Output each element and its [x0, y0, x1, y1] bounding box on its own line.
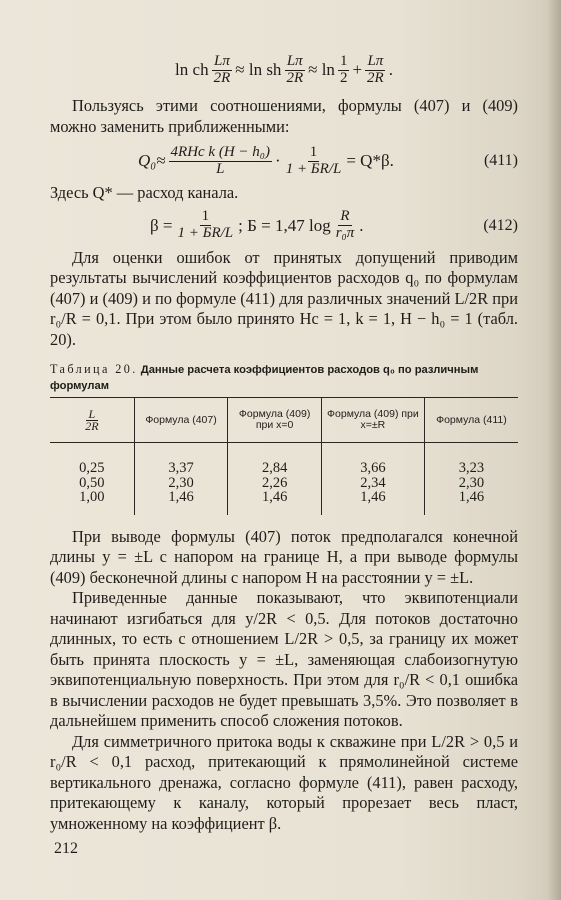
column-header-409-xr: Формула (409) при x=±R — [321, 398, 424, 443]
equation-ln-approximation: ln ch $\frac{L\pi}{2R}$ ≈ ln sh $\frac{L\pi}{2R}$ ≈ ln $\frac{1}{2}$ + $\frac{L\pi}{2R}$ . — [175, 52, 393, 86]
column-header-411: Формула (411) — [424, 398, 518, 443]
equation-412: β = $\frac{1}{1 + БR/L}$ ; Б = 1,47 log $\frac{R}{\text{r₀π}}$ . (412) — [150, 208, 518, 241]
paragraph-6: Для симметричного притока воды к скважине при L/2R > 0,5 и r₀/R < 0,1 расход, притекающий к прямолинейной системе вертикального дренажа, согласно формуле (411), равен расходу, притекающему к каналу, который прорезает весь пласт, умноженному на коэффициент β. — [50, 731, 518, 833]
column-header-l-2r: $\frac{L}{2R}$ — [50, 398, 134, 443]
text-section-2 — [50, 527, 518, 835]
data-table-20 — [50, 397, 518, 515]
page-edge-shadow — [547, 0, 561, 900]
page-number: 212 — [54, 840, 78, 857]
equation-411: Q₀≈ $\frac{\text{4RHc k (H − h₀)}}{L}$ · $\frac{1}{1 + БR/L}$ = Q*β. (411) — [138, 143, 518, 177]
table-caption — [50, 362, 518, 394]
table-row: 0,50 2,30 2,26 2,34 2,30 — [50, 476, 518, 491]
paragraph-1: Пользуясь этими соотношениями, формулы (407) и (409) можно заменить приближенными: — [50, 96, 518, 136]
paragraph-3: Для оценки ошибок от принятых допущений приводим результаты вычислений коэффициентов расходов q₀ по формулам (407) и (409) и по формуле (411) для различных значений L/2R при r₀/R = 0,1. При этом было принято Hc = 1, k = 1, H − h₀ = 1 (табл. 20). — [50, 247, 518, 349]
table-header-row — [50, 398, 518, 443]
equation-number-411: (411) — [483, 152, 518, 169]
table-row: 1,00 1,46 1,46 1,46 1,46 — [50, 490, 518, 515]
column-header-409-x0: Формула (409) при x=0 — [228, 398, 322, 443]
equation-number-412: (412) — [483, 216, 518, 234]
table-label: Таблица 20. — [50, 362, 138, 376]
paragraph-2: Здесь Q* — расход канала. — [50, 183, 239, 202]
column-header-407: Формула (407) — [134, 398, 228, 443]
page-content — [50, 48, 518, 834]
table-row: 0,25 3,37 2,84 3,66 3,23 — [50, 443, 518, 476]
table-title: Данные расчета коэффициентов расходов q₀ по различным формулам — [50, 364, 479, 392]
paragraph-4: При выводе формулы (407) поток предполагался конечной длины y = ±L с напором на границе H, а при выводе формулы (409) бесконечной длины с напором H на расстоянии y = ±L. — [50, 526, 518, 587]
paragraph-5: Приведенные данные показывают, что эквипотенциали начинают изгибаться для y/2R < 0,5. Для потоков достаточно длинных, то есть с отношением L/2R > 0,5, за границу их может быть принята плоскость y = ±L, заменяющая слабоизогнутую эквипотенциальную поверхность. При этом для r₀/R < 0,1 ошибка в вычислении расходов не будет превышать 3,5%. Это позволяет в дальнейшем применить способ сложения потоков. — [50, 588, 518, 730]
